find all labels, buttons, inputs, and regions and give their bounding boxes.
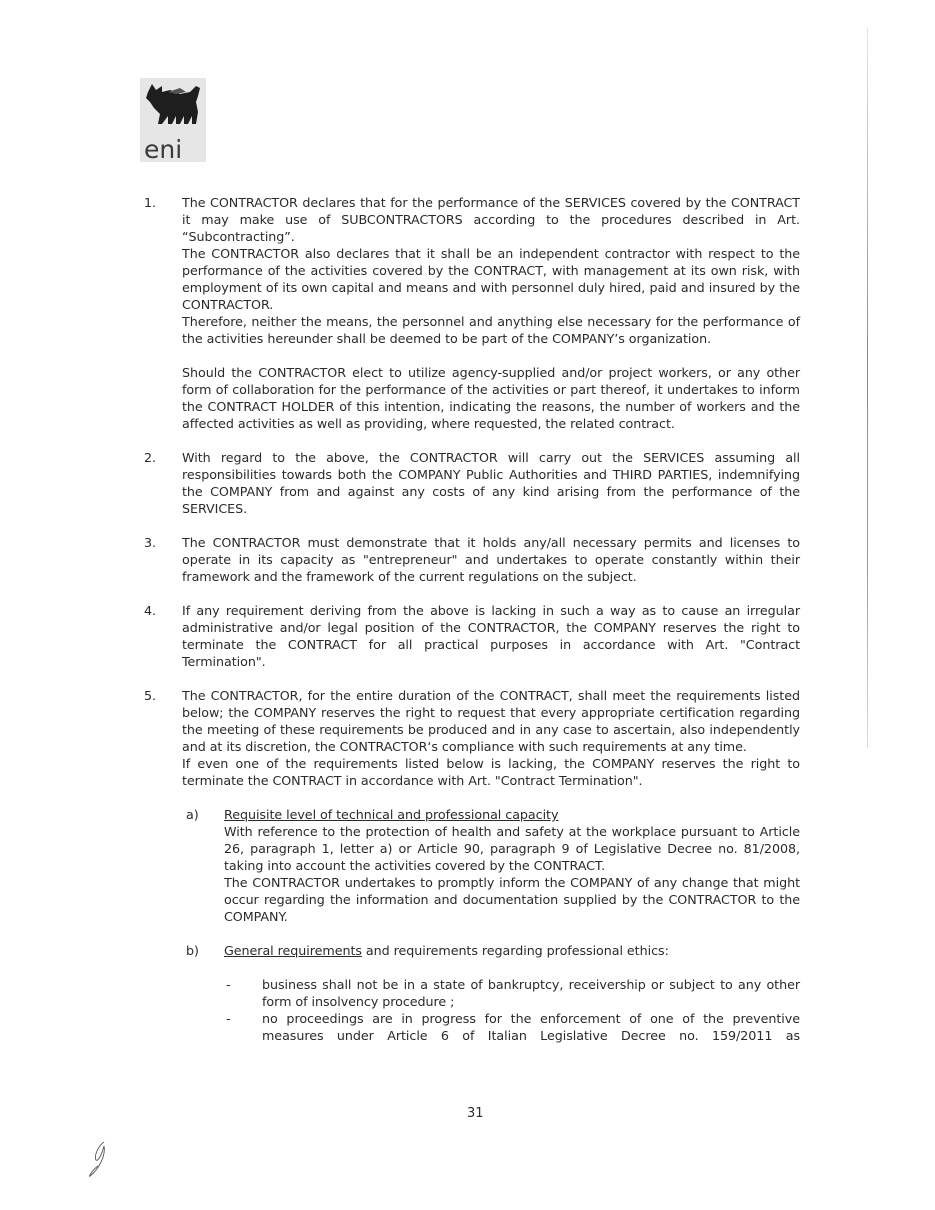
subclause-paragraph: With reference to the protection of health and safety at the workplace pursuant to Article 26, paragraph 1, letter a) or Article 90, paragraph 9 of Legislative Decree no. 81/2008, taking into account the activities covered by the CONTRACT. [224,824,800,873]
clause-paragraph: The CONTRACTOR, for the entire duration of the CONTRACT, shall meet the requirements listed below; the COMPANY reserves the right to request that every appropriate certification regarding the meeting of these requirements be produced and in any case to ascertain, also independently and at its discretion, the CONTRACTOR‘s compliance with such requirements at any time. [182,688,800,754]
clause-paragraph: Should the CONTRACTOR elect to utilize agency-supplied and/or project workers, or any other form of collaboration for the performance of the activities or part thereof, it undertakes to inform the CONTRACT HOLDER of this intention, indicating the reasons, the number of workers and the affected activities as well as providing, where requested, the related contract. [182,365,800,431]
list-item [224,976,800,1010]
clause-paragraph: The CONTRACTOR must demonstrate that it holds any/all necessary permits and licenses to operate in its capacity as "entrepreneur" and undertakes to operate constantly within their framework and the framework of the current regulations on the subject. [182,535,800,584]
clause-number: 3. [144,535,157,550]
list-item [224,1010,800,1044]
document-body [144,194,800,1061]
bullet-dash: - [226,1011,231,1026]
clause-3 [144,534,800,585]
requirements-list [224,976,800,1044]
clause-paragraph: Therefore, neither the means, the personnel and anything else necessary for the performance of the activities hereunder shall be deemed to be part of the COMPANY’s organization. [182,314,800,346]
handwritten-initial [86,1140,110,1184]
list-item-text: no proceedings are in progress for the enforcement of one of the preventive measures under Article 6 of Italian Legislative Decree no. 159/2011 as [262,1011,800,1043]
clause-4 [144,602,800,670]
subclause-a [182,806,800,925]
six-legged-dog-icon [140,78,206,162]
clause-number: 4. [144,603,157,618]
clause-number: 2. [144,450,157,465]
subclause-letter: b) [186,943,199,958]
subclause-heading: Requisite level of technical and professional capacity [224,807,559,822]
scan-edge-line [867,28,868,748]
clause-2 [144,449,800,517]
clause-paragraph: With regard to the above, the CONTRACTOR will carry out the SERVICES assuming all responsibilities towards both the COMPANY Public Authorities and THIRD PARTIES, indemnifying the COMPANY from and against any costs of any kind arising from the performance of the SERVICES. [182,450,800,516]
clause-paragraph: The CONTRACTOR also declares that it shall be an independent contractor with respect to the performance of the activities covered by the CONTRACT, with management at its own risk, with employment of its own capital and means and with personnel duly hired, paid and insured by the CONTRACTOR. [182,246,800,312]
clause-paragraph: If even one of the requirements listed below is lacking, the COMPANY reserves the right to terminate the CONTRACT in accordance with Art. "Contract Termination". [182,756,800,788]
bullet-dash: - [226,977,231,992]
clause-number: 1. [144,195,157,210]
clause-paragraph: If any requirement deriving from the above is lacking in such a way as to cause an irregular administrative and/or legal position of the CONTRACTOR, the COMPANY reserves the right to terminate the CONTRACT for all practical purposes in accordance with Art. "Contract Termination". [182,603,800,669]
clause-paragraph: The CONTRACTOR declares that for the performance of the SERVICES covered by the CONTRACT it may make use of SUBCONTRACTORS according to the procedures described in Art. “Subcontracting”. [182,195,800,244]
page-number: 31 [467,1106,484,1121]
list-item-text: business shall not be in a state of bankruptcy, receivership or subject to any other form of insolvency procedure ; [262,977,800,1009]
subclause-heading-line [224,942,800,959]
clause-number: 5. [144,688,157,703]
subclause-heading-rest: and requirements regarding professional ethics: [361,943,669,958]
clause-5 [144,687,800,1044]
logo-wordmark: eni [144,135,183,162]
subclause-b [182,942,800,1044]
subclause-heading: General requirements [224,943,362,958]
subclause-paragraph: The CONTRACTOR undertakes to promptly inform the COMPANY of any change that might occur regarding the information and documentation supplied by the CONTRACTOR to the COMPANY. [224,875,800,924]
subclause-letter: a) [186,807,199,822]
clause-1 [144,194,800,432]
eni-logo [140,78,206,162]
